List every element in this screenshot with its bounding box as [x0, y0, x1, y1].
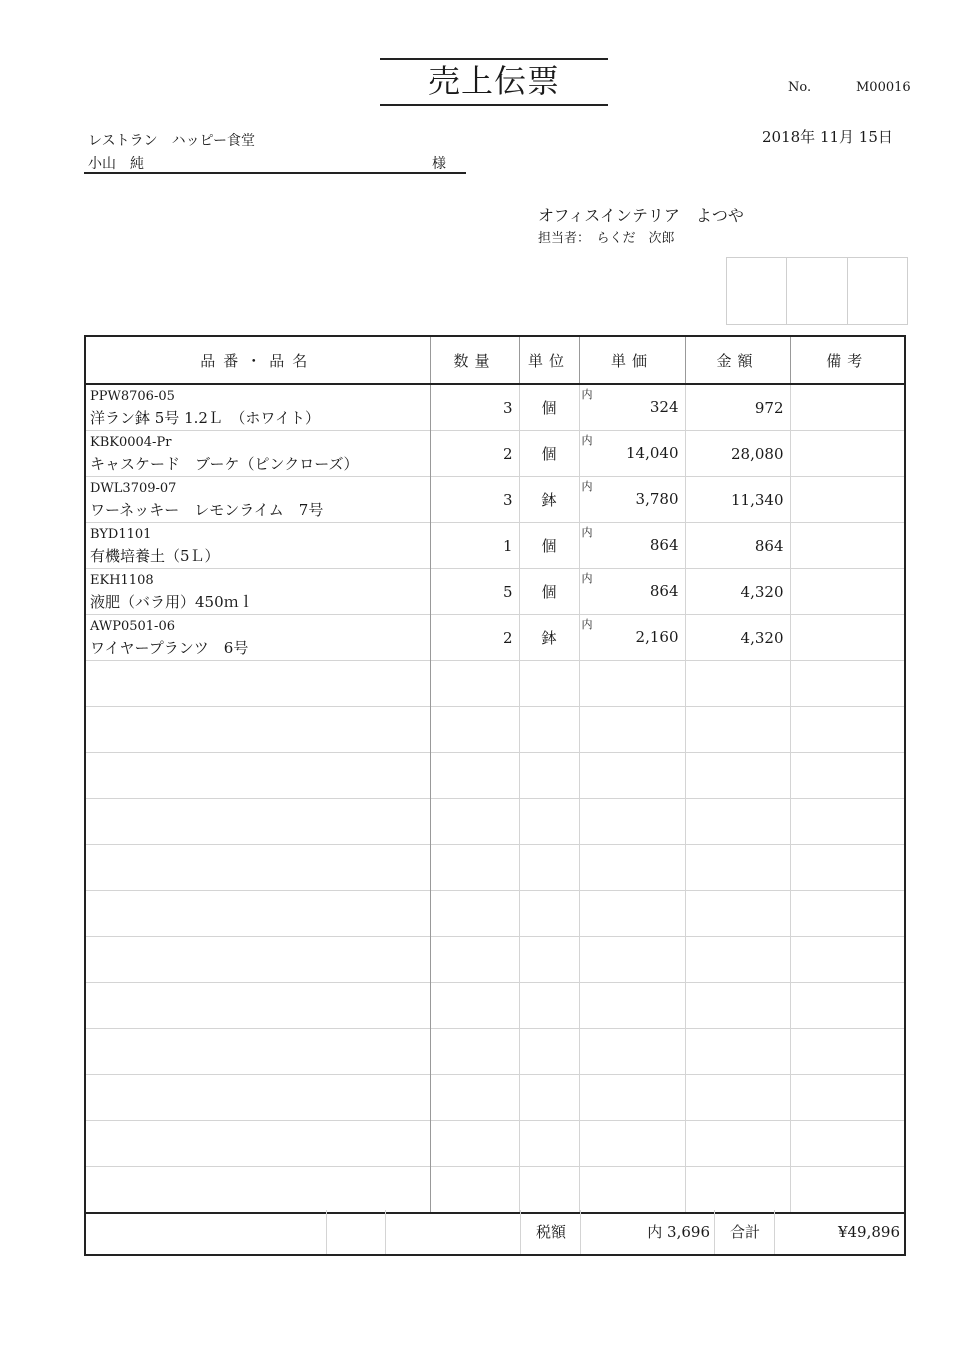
- table-row: [85, 1029, 905, 1075]
- item-note: [790, 431, 905, 477]
- item-note: [790, 615, 905, 661]
- item-code: AWP0501-06: [90, 619, 175, 634]
- table-row: [85, 753, 905, 799]
- tax-included-mark: 内: [581, 388, 593, 401]
- slip-number-label: No.: [788, 80, 812, 95]
- empty-cell: [519, 753, 579, 799]
- empty-cell: [685, 799, 790, 845]
- customer-company: レストラン ハッピー食堂: [88, 133, 256, 149]
- empty-cell: [519, 891, 579, 937]
- table-row: [85, 431, 905, 477]
- table-row: [85, 1121, 905, 1167]
- empty-cell: [519, 845, 579, 891]
- empty-cell: [519, 799, 579, 845]
- empty-cell: [85, 937, 430, 983]
- customer-honorific: 様: [432, 156, 446, 172]
- empty-cell: [519, 1121, 579, 1167]
- empty-cell: [685, 983, 790, 1029]
- empty-cell: [579, 707, 685, 753]
- empty-cell: [579, 1167, 685, 1214]
- empty-cell: [85, 1167, 430, 1214]
- items-body: [85, 384, 905, 1213]
- item-code: PPW8706-05: [90, 389, 175, 404]
- issue-date: 2018年 11月 15日: [762, 128, 893, 146]
- item-code: DWL3709-07: [90, 481, 177, 496]
- empty-cell: [430, 937, 519, 983]
- empty-cell: [519, 1167, 579, 1214]
- tax-included-mark: 内: [581, 618, 593, 631]
- header-price: 単価: [579, 336, 685, 384]
- table-row: [85, 845, 905, 891]
- item-price: 864: [649, 582, 679, 600]
- stamp-box: [727, 258, 787, 324]
- empty-cell: [579, 753, 685, 799]
- empty-cell: [685, 937, 790, 983]
- empty-cell: [430, 1029, 519, 1075]
- item-amount: 972: [685, 384, 790, 431]
- item-unit: 個: [519, 384, 579, 431]
- empty-cell: [85, 845, 430, 891]
- empty-cell: [579, 1029, 685, 1075]
- item-cell: [85, 569, 430, 615]
- item-amount: 11,340: [685, 477, 790, 523]
- empty-cell: [685, 891, 790, 937]
- item-name: ワーネッキー レモンライム 7号: [90, 501, 324, 519]
- totals-row: [84, 1210, 906, 1256]
- tax-label: 税額: [520, 1210, 581, 1254]
- customer-person: 小山 純: [88, 156, 144, 172]
- empty-cell: [519, 937, 579, 983]
- item-price: 3,780: [635, 490, 679, 508]
- empty-cell: [519, 707, 579, 753]
- empty-cell: [685, 707, 790, 753]
- item-qty: 5: [430, 569, 519, 615]
- customer-underline: [84, 172, 466, 174]
- empty-cell: [685, 1167, 790, 1214]
- item-name: キャスケード ブーケ（ピンクローズ）: [90, 455, 359, 473]
- empty-cell: [579, 1121, 685, 1167]
- empty-cell: [85, 753, 430, 799]
- empty-cell: [430, 799, 519, 845]
- footer-empty: [326, 1210, 386, 1254]
- tax-included-mark: 内: [581, 480, 593, 493]
- empty-cell: [85, 1029, 430, 1075]
- item-price-cell: [579, 615, 685, 661]
- item-unit: 個: [519, 523, 579, 569]
- item-price-cell: [579, 477, 685, 523]
- header-qty: 数量: [430, 336, 519, 384]
- approval-stamp-boxes: [726, 257, 908, 325]
- empty-cell: [85, 891, 430, 937]
- item-price: 864: [649, 536, 679, 554]
- item-cell: [85, 431, 430, 477]
- empty-cell: [790, 983, 905, 1029]
- empty-cell: [579, 983, 685, 1029]
- item-unit: 鉢: [519, 615, 579, 661]
- table-row: [85, 891, 905, 937]
- empty-cell: [579, 799, 685, 845]
- empty-cell: [519, 1075, 579, 1121]
- table-row: [85, 477, 905, 523]
- empty-cell: [790, 707, 905, 753]
- item-unit: 個: [519, 431, 579, 477]
- table-row: [85, 983, 905, 1029]
- table-row: [85, 937, 905, 983]
- item-code: BYD1101: [90, 527, 152, 542]
- item-name: 液肥（バラ用）450ｍｌ: [90, 593, 254, 611]
- header-amount: 金額: [685, 336, 790, 384]
- empty-cell: [430, 891, 519, 937]
- item-cell: [85, 615, 430, 661]
- empty-cell: [790, 799, 905, 845]
- table-row: [85, 569, 905, 615]
- slip-number: M00016: [856, 80, 911, 95]
- empty-cell: [430, 661, 519, 707]
- total-value: ¥49,896: [774, 1210, 904, 1254]
- stamp-box: [848, 258, 907, 324]
- empty-cell: [685, 661, 790, 707]
- table-row: [85, 384, 905, 431]
- empty-cell: [430, 983, 519, 1029]
- empty-cell: [685, 1121, 790, 1167]
- item-price: 324: [649, 398, 679, 416]
- empty-cell: [85, 983, 430, 1029]
- item-name: 有機培養土（5Ｌ）: [90, 547, 220, 565]
- empty-cell: [685, 1075, 790, 1121]
- item-price-cell: [579, 384, 685, 431]
- empty-cell: [579, 845, 685, 891]
- table-row: [85, 523, 905, 569]
- item-name: 洋ラン鉢 5号 1.2Ｌ （ホワイト）: [90, 409, 320, 427]
- item-name: ワイヤープランツ 6号: [90, 639, 249, 657]
- item-amount: 4,320: [685, 615, 790, 661]
- tax-included-mark: 内: [581, 434, 593, 447]
- item-code: KBK0004-Pr: [90, 435, 172, 450]
- document-title: 売上伝票: [380, 58, 608, 106]
- empty-cell: [579, 891, 685, 937]
- empty-cell: [790, 1075, 905, 1121]
- items-table: [84, 335, 906, 1214]
- empty-cell: [685, 845, 790, 891]
- empty-cell: [579, 661, 685, 707]
- empty-cell: [85, 707, 430, 753]
- item-cell: [85, 384, 430, 431]
- item-qty: 2: [430, 615, 519, 661]
- item-unit: 個: [519, 569, 579, 615]
- table-row: [85, 707, 905, 753]
- empty-cell: [85, 1075, 430, 1121]
- item-cell: [85, 523, 430, 569]
- empty-cell: [430, 1075, 519, 1121]
- empty-cell: [430, 753, 519, 799]
- item-note: [790, 569, 905, 615]
- item-qty: 1: [430, 523, 519, 569]
- stamp-box: [787, 258, 847, 324]
- header-item: 品番・品名: [85, 336, 430, 384]
- empty-cell: [85, 661, 430, 707]
- item-code: EKH1108: [90, 573, 154, 588]
- item-price: 2,160: [635, 628, 679, 646]
- empty-cell: [790, 661, 905, 707]
- empty-cell: [430, 845, 519, 891]
- empty-cell: [519, 1029, 579, 1075]
- empty-cell: [790, 845, 905, 891]
- item-amount: 28,080: [685, 431, 790, 477]
- empty-cell: [790, 891, 905, 937]
- item-price-cell: [579, 569, 685, 615]
- table-row: [85, 799, 905, 845]
- item-cell: [85, 477, 430, 523]
- empty-cell: [790, 1029, 905, 1075]
- header-note: 備考: [790, 336, 905, 384]
- empty-cell: [790, 1167, 905, 1214]
- empty-cell: [790, 753, 905, 799]
- empty-cell: [519, 983, 579, 1029]
- empty-cell: [519, 661, 579, 707]
- item-price-cell: [579, 431, 685, 477]
- item-note: [790, 477, 905, 523]
- item-qty: 2: [430, 431, 519, 477]
- total-label: 合計: [714, 1210, 775, 1254]
- item-price-cell: [579, 523, 685, 569]
- item-unit: 鉢: [519, 477, 579, 523]
- item-price: 14,040: [626, 444, 679, 462]
- item-note: [790, 523, 905, 569]
- empty-cell: [685, 753, 790, 799]
- empty-cell: [579, 1075, 685, 1121]
- empty-cell: [85, 1121, 430, 1167]
- item-note: [790, 384, 905, 431]
- empty-cell: [579, 937, 685, 983]
- tax-included-mark: 内: [581, 572, 593, 585]
- table-row: [85, 615, 905, 661]
- vendor-name: オフィスインテリア よつや: [538, 206, 744, 225]
- empty-cell: [685, 1029, 790, 1075]
- empty-cell: [790, 937, 905, 983]
- item-qty: 3: [430, 384, 519, 431]
- item-qty: 3: [430, 477, 519, 523]
- empty-cell: [85, 799, 430, 845]
- empty-cell: [790, 1121, 905, 1167]
- tax-value: 内 3,696: [580, 1210, 714, 1254]
- table-row: [85, 661, 905, 707]
- table-row: [85, 1167, 905, 1214]
- empty-cell: [430, 707, 519, 753]
- header-unit: 単位: [519, 336, 579, 384]
- footer-empty: [385, 1210, 521, 1254]
- vendor-staff: 担当者： らくだ 次郎: [538, 231, 675, 246]
- item-amount: 864: [685, 523, 790, 569]
- item-amount: 4,320: [685, 569, 790, 615]
- empty-cell: [430, 1167, 519, 1214]
- empty-cell: [430, 1121, 519, 1167]
- table-row: [85, 1075, 905, 1121]
- tax-included-mark: 内: [581, 526, 593, 539]
